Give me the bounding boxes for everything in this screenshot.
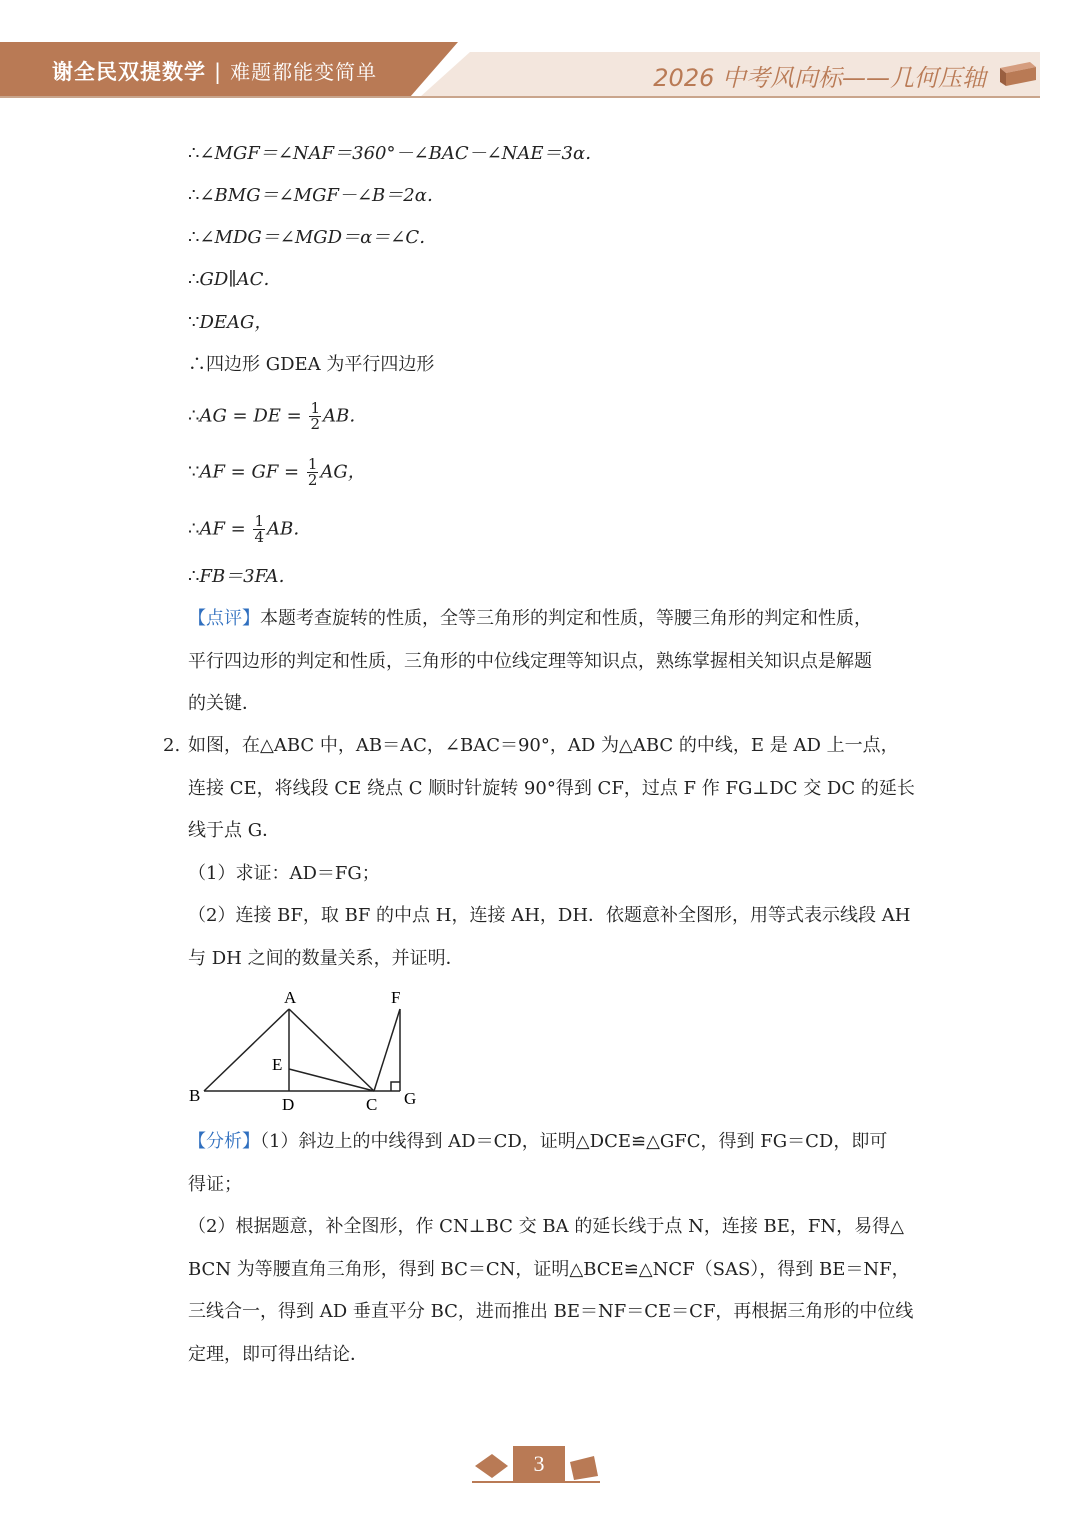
label-G: G [404, 1089, 417, 1108]
fraction-prefix: AF = GF = [199, 461, 305, 483]
brand-separator: | [214, 60, 223, 84]
problem-line: 与 DH 之间的数量关系，并证明． [188, 947, 464, 969]
proof-symbol: ∴ [188, 354, 206, 375]
fraction-suffix: AB． [267, 518, 312, 540]
label-C: C [366, 1095, 378, 1114]
segment-CF [374, 1009, 400, 1091]
review-text: 本题考查旋转的性质，全等三角形的判定和性质，等腰三角形的判定和性质， [260, 608, 872, 629]
proof-text: GD∥AC． [199, 269, 282, 290]
page-number: 3 [533, 1451, 545, 1476]
analysis-line: 定理，即可得出结论． [188, 1343, 368, 1365]
problem-line: 线于点 G． [188, 820, 281, 841]
analysis-tag: 【分析】 [188, 1131, 260, 1152]
segment-BA [204, 1009, 289, 1091]
proof-text: 四边形 GDEA 为平行四边形 [206, 354, 435, 375]
fraction-denominator: 4 [254, 528, 265, 546]
proof-symbol: ∴ [188, 143, 200, 164]
proof-line [188, 183, 445, 209]
review-line: 平行四边形的判定和性质，三角形的中位线定理等知识点，熟练掌握相关知识点是解题 [188, 650, 872, 672]
segment-EC [289, 1069, 374, 1091]
fraction-denominator: 2 [307, 471, 318, 489]
analysis-line [188, 1121, 923, 1164]
proof-text: FB＝3FA． [199, 566, 297, 587]
label-D: D [282, 1095, 295, 1114]
proof-text: ∠MDG＝∠MGD＝α＝∠C． [199, 227, 438, 248]
book-icon [570, 1456, 598, 1480]
proof-line [188, 564, 297, 590]
page-header [0, 0, 1080, 100]
problem-line: （2）连接 BF，取 BF 的中点 H，连接 AH，DH．依题意补全图形，用等式表示线段 AH [188, 905, 911, 926]
analysis-line: （2）根据题意，补全图形，作 CN⊥BC 交 BA 的延长线于点 N，连接 BE，FN，易得△ [188, 1216, 904, 1237]
proof-line [188, 225, 437, 251]
fraction [309, 401, 321, 432]
fraction-denominator: 2 [310, 415, 320, 433]
problem-number: 2. [163, 735, 181, 756]
proof-symbol: ∵ [188, 461, 200, 483]
analysis-line: BCN 为等腰直角三角形，得到 BC＝CN，证明△BCE≌△NCF（SAS），得到 BE＝NF， [188, 1258, 910, 1280]
analysis-text: （1）斜边上的中线得到 AD＝CD，证明△DCE≌△GFC，得到 FG＝CD，即可 [260, 1131, 888, 1152]
fraction [253, 514, 265, 545]
fraction-prefix: AF = [199, 518, 252, 540]
brand-name: 谢全民双提数学 [52, 60, 206, 84]
proof-symbol: ∴ [188, 185, 200, 206]
fraction-suffix: AG， [320, 461, 366, 483]
proof-text: DEAG， [199, 312, 273, 333]
series-title: 2026 中考风向标——几何压轴 [653, 64, 986, 92]
proof-text: ∠BMG＝∠MGF－∠B＝2α． [199, 185, 445, 206]
proof-symbol: ∴ [188, 227, 200, 248]
fraction-numerator: 1 [310, 399, 320, 417]
proof-symbol: ∴ [188, 518, 200, 540]
diamond-icon [475, 1454, 508, 1478]
proof-line [188, 141, 603, 167]
problem-line: 连接 CE，将线段 CE 绕点 C 顺时针旋转 90°得到 CF，过点 F 作 FG⊥DC 交 DC 的延长 [188, 777, 915, 799]
analysis-line: 得证； [188, 1173, 242, 1195]
proof-symbol: ∵ [188, 312, 200, 333]
label-F: F [391, 988, 401, 1007]
label-A: A [284, 988, 297, 1007]
review-tag: 【点评】 [188, 608, 260, 629]
fraction-numerator: 1 [307, 455, 318, 473]
review-line [188, 598, 923, 641]
segment-AC [289, 1009, 374, 1091]
problem-2 [163, 725, 923, 980]
fraction-line [188, 457, 366, 488]
proof-symbol: ∴ [188, 566, 200, 587]
review-section [188, 598, 923, 726]
fraction-prefix: AG = DE = [199, 405, 308, 427]
problem-line: （1）求证：AD＝FG； [188, 862, 380, 884]
proof-line [188, 310, 272, 336]
geometry-figure [188, 985, 428, 1119]
proof-symbol: ∴ [188, 405, 200, 427]
fraction-line [188, 401, 367, 432]
label-B: B [189, 1086, 201, 1105]
brand-tagline: 难题都能变简单 [230, 60, 378, 84]
fraction-numerator: 1 [254, 512, 265, 530]
fraction [307, 457, 319, 488]
right-angle-mark [391, 1082, 400, 1091]
fraction-line [188, 514, 311, 545]
problem-line: 如图，在△ABC 中，AB＝AC，∠BAC＝90°，AD 为△ABC 的中线，E 是 AD 上一点， [188, 735, 899, 756]
proof-line [188, 352, 434, 378]
triangle-diagram [188, 985, 428, 1115]
analysis-section [188, 1121, 923, 1376]
analysis-line: 三线合一，得到 AD 垂直平分 BC，进而推出 BE＝NF＝CE＝CF，再根据三角形的中位线 [188, 1301, 914, 1322]
brand-title [52, 56, 377, 86]
proof-text: ∠MGF＝∠NAF＝360°－∠BAC－∠NAE＝3α． [199, 143, 604, 164]
proof-symbol: ∴ [188, 269, 200, 290]
fraction-suffix: AB． [323, 405, 368, 427]
review-line: 的关键． [188, 693, 260, 714]
label-E: E [272, 1055, 283, 1074]
proof-line [188, 267, 281, 293]
